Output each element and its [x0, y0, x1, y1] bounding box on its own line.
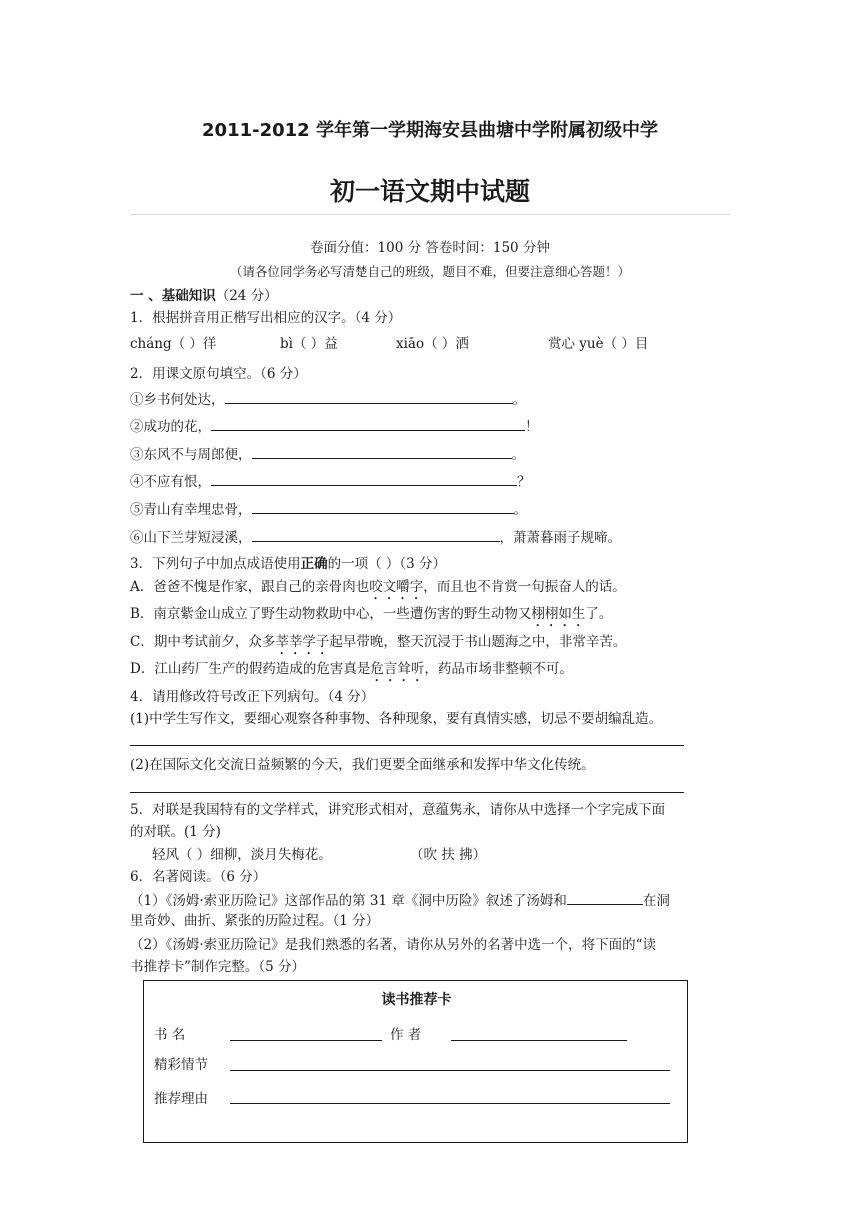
q3-option-a[interactable]: A．爸爸不愧是作家，跟自己的亲骨肉也咬文嚼字，而且也不肯赏一句振奋人的话。: [130, 579, 626, 595]
q1-item-4[interactable]: 赏心 yuè（ ）目: [548, 336, 649, 352]
q2-prompt: ④不应有恨，: [130, 474, 211, 490]
card-author-label: 作 者: [390, 1027, 422, 1043]
card-reason-label: 推荐理由: [154, 1091, 208, 1107]
school-heading: 2011-2012 学年第一学期海安县曲塘中学附属初级中学: [202, 120, 658, 141]
q3-stem-part: 的一项（ ）（3 分）: [327, 556, 447, 572]
q6-part-2-line-2: 书推荐卡”制作完整。（5 分）: [130, 959, 306, 975]
dotted-idiom: 危言耸听: [370, 661, 425, 677]
question-3-stem: [130, 554, 446, 574]
q4-sentence-2: (2)在国际文化交流日益频繁的今天，我们更要全面继承和发挥中华文化传统。: [130, 757, 595, 773]
card-book-label: 书 名: [154, 1027, 186, 1043]
q6-part-2-line-1: （2）《汤姆·索亚历险记》是我们熟悉的名著，请你从另外的名著中选一个，将下面的“读: [130, 937, 657, 953]
card-book-field[interactable]: [230, 1040, 382, 1041]
answer-blank[interactable]: [252, 499, 514, 514]
q2-line-6: [130, 527, 621, 548]
q2-line-4: [130, 471, 531, 492]
question-5-stem-line-2: 的对联。(1 分): [130, 824, 221, 840]
dotted-idiom: 栩栩如生: [531, 606, 586, 622]
q2-line-5: [130, 499, 527, 520]
section-score: （24 分）: [215, 288, 278, 304]
q6-part-1-line-1: [130, 890, 670, 911]
card-author-field[interactable]: [451, 1040, 627, 1041]
card-plot-label: 精彩情节: [154, 1057, 208, 1073]
question-6-stem: 6．名著阅读。（6 分）: [130, 869, 267, 885]
q1-item-1[interactable]: cháng（ ）徉: [130, 336, 217, 352]
answer-blank[interactable]: [252, 527, 500, 542]
q2-line-1: [130, 389, 526, 410]
q2-punct: ，萧萧暮雨子规啼。: [499, 530, 621, 546]
q4-answer-line-2[interactable]: [130, 792, 684, 793]
q5-couplet[interactable]: 轻风（ ）细柳，淡月失梅花。: [152, 847, 332, 863]
section-title: 一 、基础知识: [130, 288, 216, 304]
q5-options: （吹 扶 拂）: [410, 847, 487, 863]
q6-part-1-line-2: 里奇妙、曲折、紧张的历险过程。（1 分）: [130, 913, 380, 929]
card-title: 读书推荐卡: [381, 992, 452, 1008]
recommendation-card: [143, 980, 688, 1143]
q3-option-b[interactable]: B．南京紫金山成立了野生动物救助中心，一些遭伤害的野生动物又栩栩如生了。: [130, 606, 613, 622]
question-2-stem: 2．用课文原句填空。（6 分）: [130, 366, 307, 382]
question-1-stem: 1．根据拼音用正楷写出相应的汉字。（4 分）: [130, 310, 402, 326]
question-5-stem-line-1: 5．对联是我国特有的文学样式，讲究形式相对，意蕴隽永，请你从中选择一个字完成下面: [130, 802, 666, 818]
q2-punct: 。: [511, 447, 525, 463]
q2-line-2: [130, 416, 539, 437]
answer-blank[interactable]: [211, 416, 525, 431]
q2-punct: ？: [517, 474, 531, 490]
q3-option-d[interactable]: D．江山药厂生产的假药造成的危害真是危言耸听，药品市场非整顿不可。: [130, 661, 573, 677]
question-4-stem: 4．请用修改符号改正下列病句。（4 分）: [130, 689, 375, 705]
exam-notice: （请各位同学务必写清楚自己的班级，题目不难，但要注意细心答题！）: [229, 264, 630, 279]
q1-item-3[interactable]: xiāo（ ）洒: [396, 336, 469, 352]
q2-prompt: ①乡书何处达，: [130, 392, 225, 408]
q6-text: 在洞: [642, 893, 670, 909]
exam-info: 卷面分值：100 分 答卷时间：150 分钟: [310, 240, 550, 256]
section-heading: [130, 286, 278, 306]
q2-prompt: ②成功的花，: [130, 419, 211, 435]
q6-text: （1）《汤姆·索亚历险记》这部作品的第 31 章《洞中历险》叙述了汤姆和: [130, 893, 567, 909]
answer-blank[interactable]: [567, 890, 643, 905]
q4-answer-line-1[interactable]: [130, 745, 684, 746]
q2-prompt: ③东风不与周郎便，: [130, 447, 252, 463]
q3-stem-part: 3．下列句子中加点成语使用: [130, 556, 301, 572]
answer-blank[interactable]: [211, 471, 517, 486]
q2-punct: 。: [512, 392, 526, 408]
title-divider: [130, 214, 730, 215]
q1-item-2[interactable]: bì（ ）益: [280, 336, 338, 352]
q4-sentence-1: (1)中学生写作文，要细心观察各种事物、各种现象，要有真情实感，切忌不要胡编乱造。: [130, 711, 663, 727]
q3-stem-emphasis: 正确: [300, 556, 328, 572]
q2-punct: ！: [525, 419, 539, 435]
q2-line-3: [130, 444, 525, 465]
card-reason-field[interactable]: [230, 1103, 670, 1104]
q2-prompt: ⑤青山有幸埋忠骨，: [130, 502, 252, 518]
answer-blank[interactable]: [225, 389, 513, 404]
card-plot-field[interactable]: [230, 1070, 670, 1071]
dotted-idiom: 咬文嚼字: [369, 579, 424, 595]
exam-title: 初一语文期中试题: [329, 177, 530, 206]
dotted-idiom: 莘莘学子: [275, 634, 330, 650]
q3-option-c[interactable]: C．期中考试前夕，众多莘莘学子起早带晚，整天沉浸于书山题海之中，非常辛苦。: [130, 634, 627, 650]
q2-punct: 。: [513, 502, 527, 518]
answer-blank[interactable]: [252, 444, 512, 459]
q2-prompt: ⑥山下兰芽短浸溪，: [130, 530, 252, 546]
